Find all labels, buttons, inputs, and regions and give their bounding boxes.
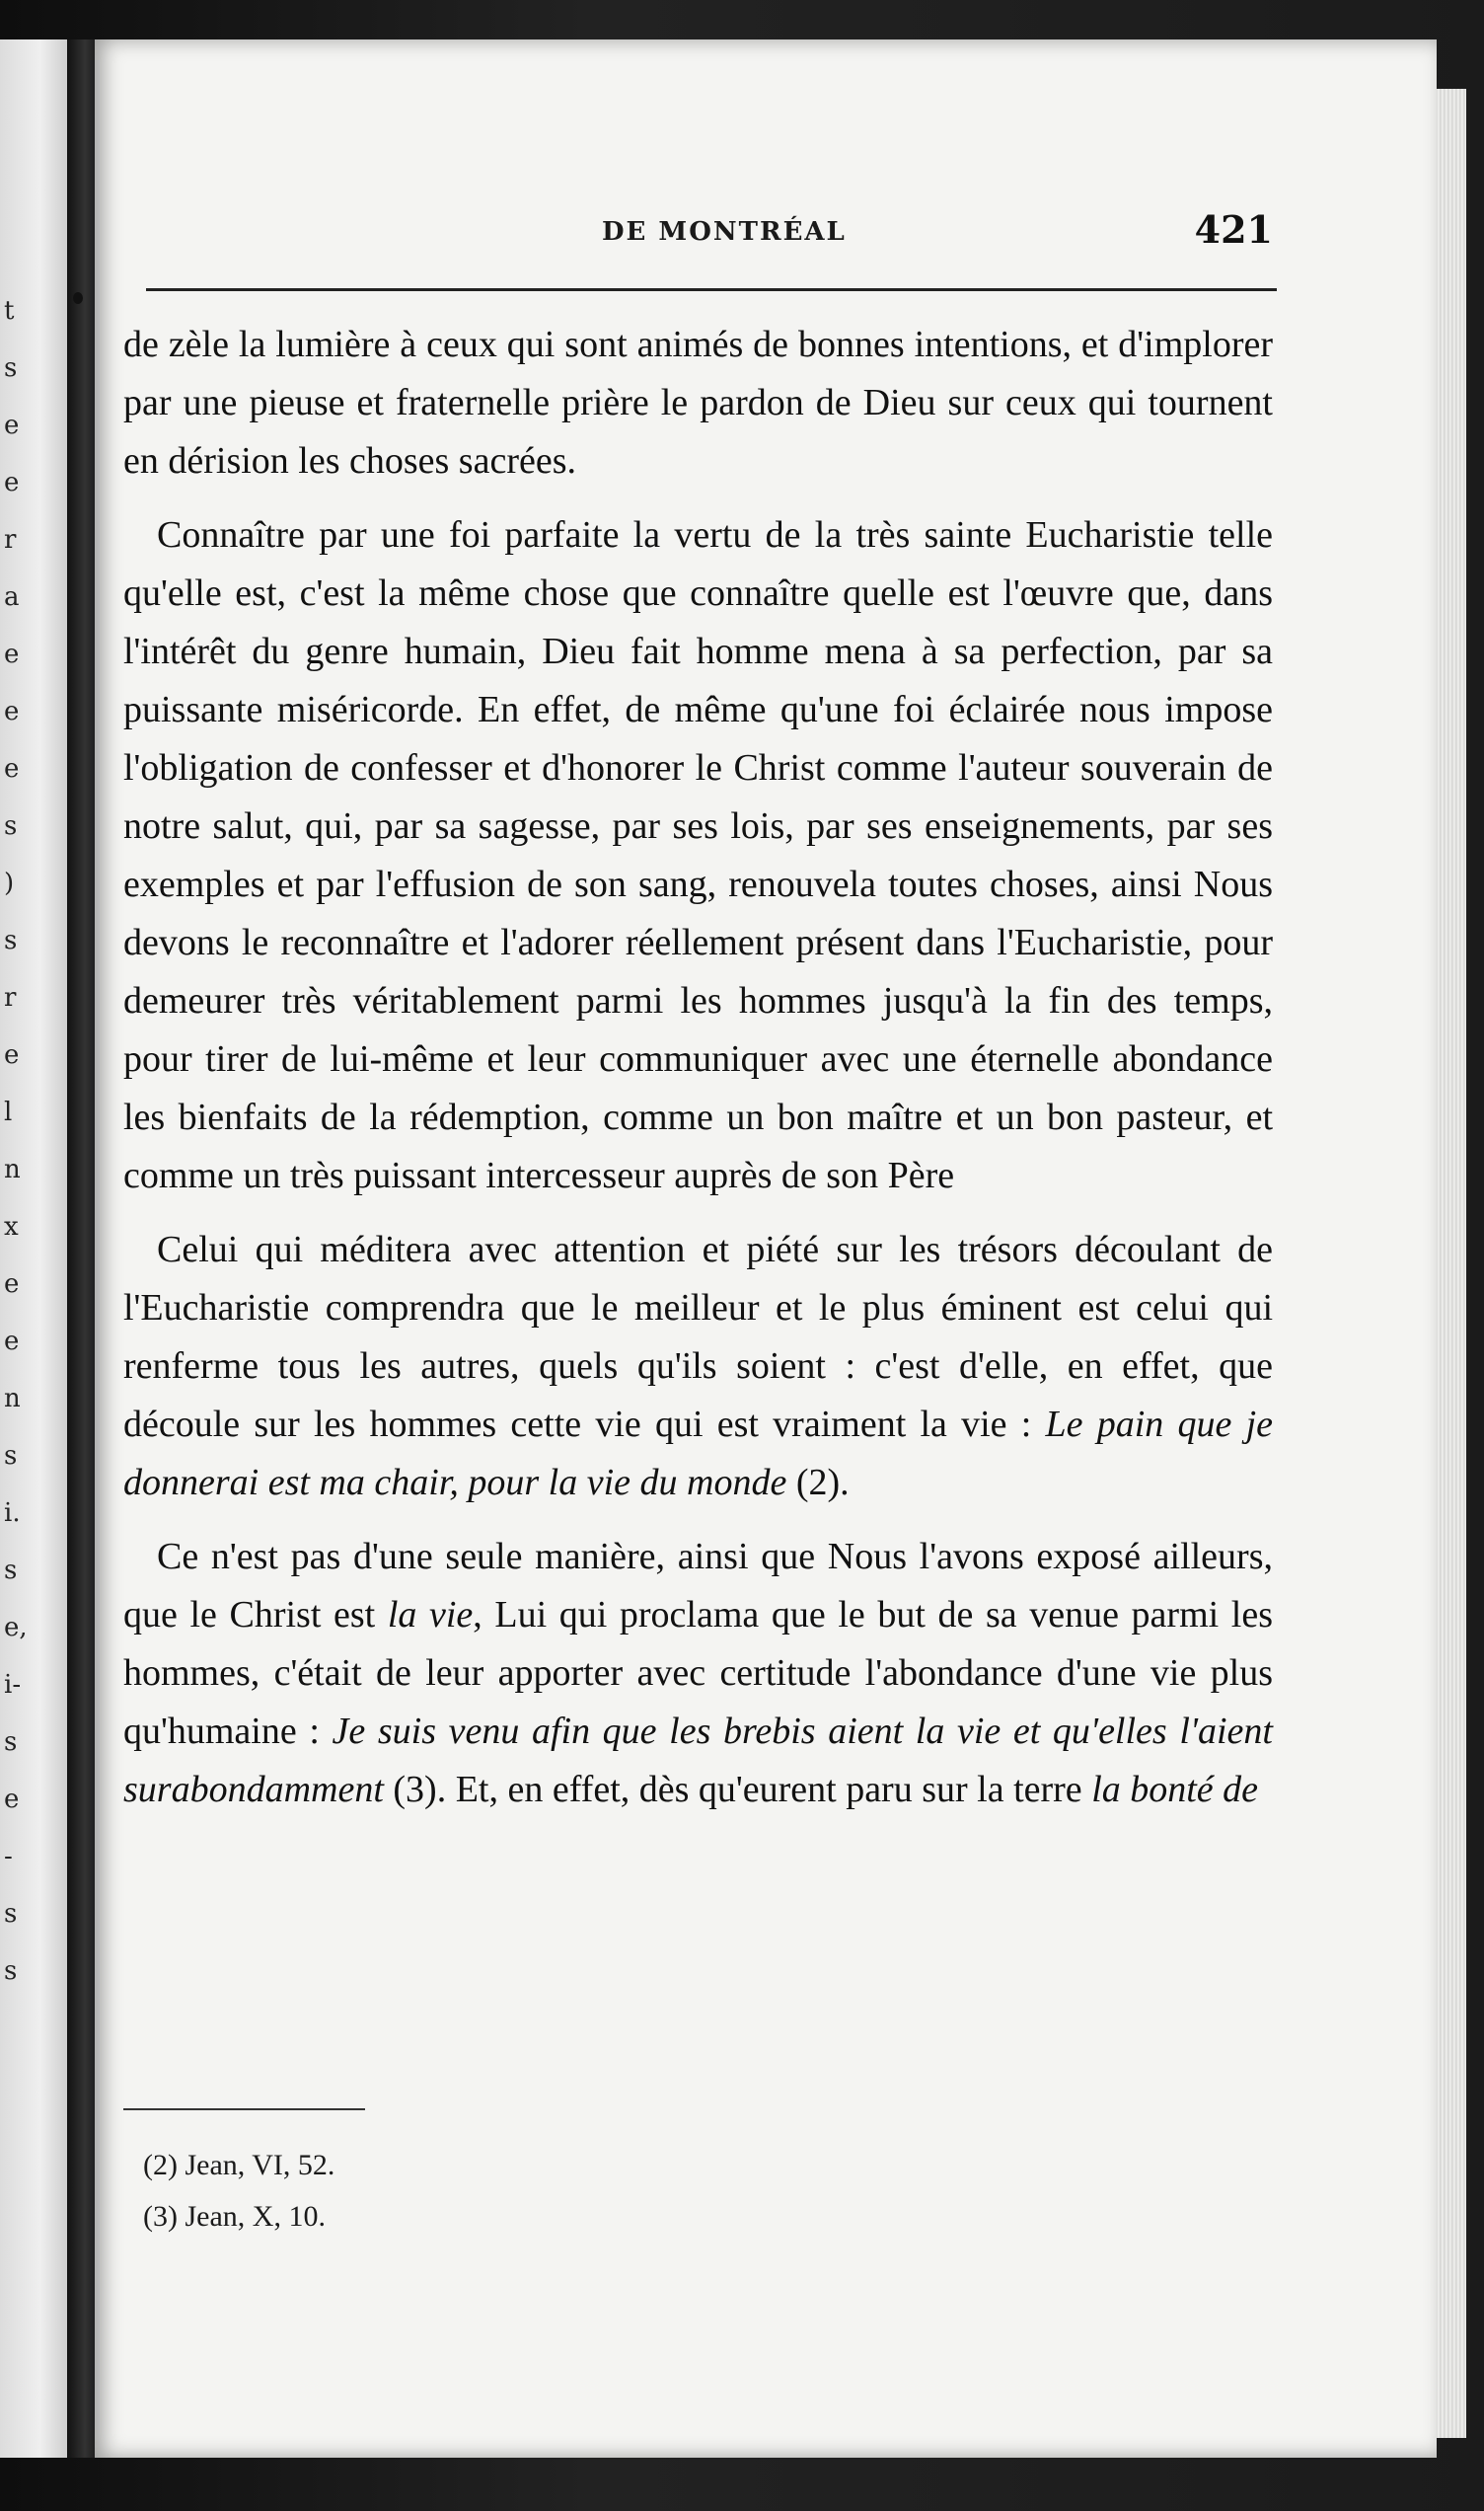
facing-page-letter: s xyxy=(4,353,18,383)
paragraph-2: Connaître par une foi parfaite la vertu de la très sainte Eucharistie telle qu'elle est, c'est la même chose que connaître quelle est l'œuvre que, dans l'intérêt du genre humain, Dieu fait homme mena à sa perfection, par sa puissante miséricorde. En effet, de même qu'une foi éclairée nous impose l'obligation de confesser et d'honorer le Christ comme l'auteur souverain de notre salut, qui, par sa sagesse, par ses lois, par ses enseignements, par ses exemples et par l'effusion de son sang, renouvela toutes choses, ainsi Nous devons le reconnaître et l'adorer réellement présent dans l'Eucharistie, pour demeurer très véritablement parmi les hommes jusqu'à la fin des temps, pour tirer de lui-même et leur communiquer avec une éternelle abondance les bienfaits de la rédemption, comme un bon maître et un bon pasteur, et comme un très puissant intercesseur auprès de son Père xyxy=(123,514,1273,1196)
facing-page-letter: ) xyxy=(4,869,15,898)
paragraph-3-text: Celui qui méditera avec attention et piété sur les trésors découlant de l'Eucharistie comprendra que le meilleur et le plus éminent est celui qui renferme tous les autres, quels qu'ils soient : c'est d'elle, en effet, que découle sur les hommes cette vie qui est vraiment la vie : xyxy=(123,1229,1273,1445)
body-text xyxy=(123,316,1273,1835)
facing-page-letter: i- xyxy=(4,1670,22,1700)
footnote-ref-2: (2). xyxy=(786,1462,850,1503)
facing-page-letter: l xyxy=(4,1098,13,1127)
facing-page-letter: s xyxy=(4,1956,18,1986)
facing-page-letter: e xyxy=(4,411,20,440)
facing-page-letter: s xyxy=(4,1556,18,1585)
paragraph-4-text-c: (3). Et, en effet, dès qu'eurent paru sur la terre xyxy=(383,1769,1092,1810)
scripture-quote-2: Je suis venu afin que les brebis aient la vie et qu'elles l'aient surabondamment xyxy=(123,1711,1273,1810)
facing-page-letter: a xyxy=(4,582,20,612)
facing-page-letter: s xyxy=(4,1727,18,1757)
footnote-2: (2) Jean, VI, 52. xyxy=(143,2149,335,2181)
facing-page-letter: e xyxy=(4,640,20,669)
facing-page-letter: e, xyxy=(4,1613,28,1642)
footnote-rule xyxy=(123,2108,365,2110)
paragraph-4-text-a: Ce n'est pas d'une seule manière, ainsi que Nous l'avons exposé ailleurs, que le Christ est xyxy=(123,1536,1273,1636)
facing-page-letter: e xyxy=(4,1327,20,1356)
ink-speck xyxy=(73,292,83,304)
facing-page-letter: r xyxy=(4,525,17,555)
facing-page-letter: t xyxy=(4,296,15,326)
italic-phrase-la-vie: la vie xyxy=(387,1594,474,1636)
facing-page-letter: x xyxy=(4,1212,19,1242)
header-rule xyxy=(146,288,1277,291)
italic-phrase-bonte: la bonté de xyxy=(1091,1769,1259,1810)
facing-page-letter: e xyxy=(4,1269,20,1299)
facing-page-letter: s xyxy=(4,811,18,841)
page-edges xyxy=(1437,89,1466,2438)
facing-page-letter: s xyxy=(4,926,18,955)
page-number: 421 xyxy=(1194,207,1273,252)
paragraph-4-text-b: , Lui qui proclama que le but de sa venue parmi les hommes, c'était de leur apporter avec certitude l'abondance d'une vie plus qu'humaine : xyxy=(123,1594,1273,1752)
facing-page-letter: e xyxy=(4,697,20,726)
scripture-quote-1: Le pain que je donnerai est ma chair, pour la vie du monde xyxy=(123,1404,1274,1503)
facing-page-letter: e xyxy=(4,754,20,784)
page-header xyxy=(148,207,1273,276)
facing-page-letter: n xyxy=(4,1384,21,1413)
facing-page-letter: s xyxy=(4,1441,18,1471)
paragraph-1: de zèle la lumière à ceux qui sont animés de bonnes intentions, et d'implorer par une pieuse et fraternelle prière le pardon de Dieu sur ceux qui tournent en dérision les choses sacrées. xyxy=(123,324,1273,482)
paragraph-3 xyxy=(123,1221,1273,1512)
facing-page-letter: e xyxy=(4,1040,20,1070)
footnote-3: (3) Jean, X, 10. xyxy=(143,2200,326,2233)
running-head: DE MONTRÉAL xyxy=(602,217,847,247)
facing-page-letter: n xyxy=(4,1155,21,1184)
facing-page-sliver xyxy=(0,39,67,2458)
facing-page-letter: r xyxy=(4,983,17,1013)
facing-page-letter: e xyxy=(4,1785,20,1814)
facing-page-letter: e xyxy=(4,468,20,497)
facing-page-letter: s xyxy=(4,1899,18,1929)
footnotes xyxy=(143,2140,334,2243)
facing-page-letter: i. xyxy=(4,1498,21,1528)
facing-page-letter: - xyxy=(4,1842,13,1871)
paragraph-4 xyxy=(123,1528,1273,1819)
